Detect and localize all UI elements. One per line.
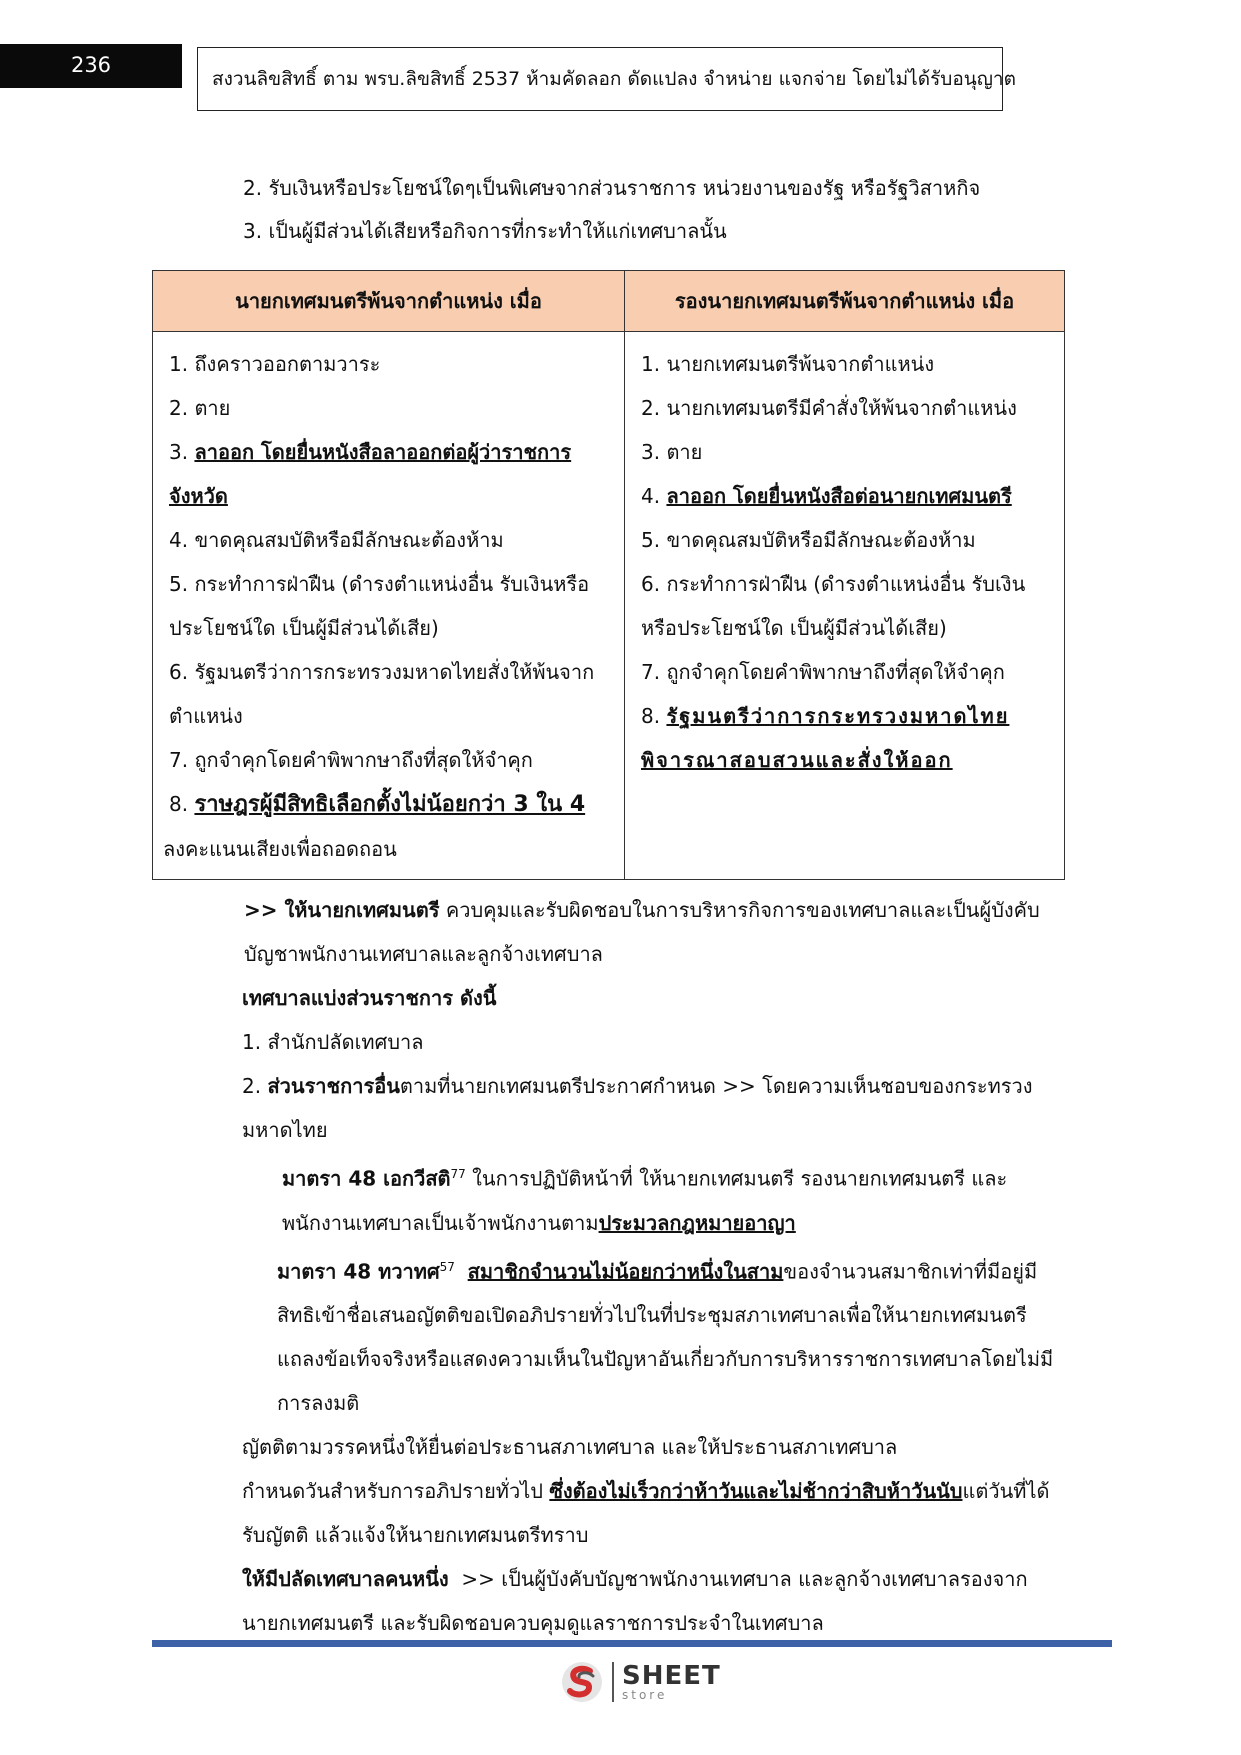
list-item-continuation: ลงคะแนนเสียงเพื่อถอดถอน — [163, 837, 397, 861]
paragraph-section-48-12 — [152, 1245, 1064, 1426]
list-item — [163, 782, 616, 827]
list-item — [635, 474, 1056, 518]
paragraph-text: ของจำนวนสมาชิกเท่าที่มีอยู่มีสิทธิเข้าชื่อเสนอญัตติขอเปิดอภิปรายทั่วไปในที่ประชุมสภาเทศบาลเพื่อให้นายกเทศมนตรีแถลงข้อเท็จจริงหรือแสดงความเห็นในปัญหาอันเกี่ยวกับการบริหารราชการเทศบาลโดยไม่มีการลงมติ — [277, 1259, 1054, 1416]
emphasis-text: ซึ่งต้องไม่เร็วกว่าห้าวันและไม่ช้ากว่าสิบห้าวันนับ — [549, 1479, 963, 1504]
paragraph-clerk — [152, 1557, 1064, 1645]
item-number: 8. — [169, 792, 189, 816]
logo-main-text: SHEET — [622, 1661, 721, 1691]
paragraph-text: แต่วันที่ได้รับญัตติ แล้วแจ้งให้นายกเทศมนตรีทราบ — [242, 1479, 1050, 1548]
item-number: 4. — [641, 484, 661, 508]
removal-comparison-table — [152, 270, 1065, 880]
paragraph-item — [152, 1064, 1064, 1152]
footnote-ref: 57 — [439, 1259, 455, 1274]
item-number: 8. — [641, 704, 661, 728]
logo-wordmark — [622, 1663, 721, 1701]
paragraph-motion: ญัตติตามวรรคหนึ่งให้ยื่นต่อประธานสภาเทศบาล และให้ประธานสภาเทศบาล — [242, 1435, 898, 1460]
intro-list — [243, 172, 980, 258]
item-number: 2. — [242, 1074, 262, 1098]
emphasis-text: ให้มีปลัดเทศบาลคนหนึ่ง — [242, 1567, 449, 1592]
list-item: 1. นายกเทศมนตรีพ้นจากตำแหน่ง — [641, 352, 935, 376]
col2-header: รองนายกเทศมนตรีพ้นจากตำแหน่ง เมื่อ — [625, 271, 1065, 332]
list-item: 3. ตาย — [641, 440, 703, 464]
paragraph-text: ในการปฏิบัติหน้าที่ ให้นายกเทศมนตรี รองนายกเทศมนตรี และพนักงานเทศบาลเป็นเจ้าพนักงานตาม — [282, 1166, 1008, 1235]
list-item: 7. ถูกจำคุกโดยคำพิพากษาถึงที่สุดให้จำคุก — [169, 748, 533, 772]
emphasis-text: รัฐมนตรีว่าการกระทรวงมหาดไทยพิจารณาสอบสวนและสั่งให้ออก — [641, 704, 1010, 772]
paragraph-item: 1. สำนักปลัดเทศบาล — [242, 1030, 424, 1054]
list-item: 6. กระทำการฝ่าฝืน (ดำรงตำแหน่งอื่น รับเงินหรือประโยชน์ใด เป็นผู้มีส่วนได้เสีย) — [641, 572, 1026, 640]
col1-header: นายกเทศมนตรีพ้นจากตำแหน่ง เมื่อ — [153, 271, 625, 332]
emphasis-text: ลาออก โดยยื่นหนังสือต่อนายกเทศมนตรี — [666, 484, 1012, 508]
paragraph-text: >> เป็นผู้บังคับบัญชาพนักงานเทศบาล และลูกจ้างเทศบาลรองจากนายกเทศมนตรี และรับผิดชอบควบคุมดูแลราชการประจำในเทศบาล — [242, 1567, 1028, 1636]
emphasis-text: ลาออก โดยยื่นหนังสือลาออกต่อผู้ว่าราชการจังหวัด — [169, 440, 572, 508]
logo-sub-text: store — [622, 1688, 668, 1702]
list-item: 5. ขาดคุณสมบัติหรือมีลักษณะต้องห้าม — [641, 528, 976, 552]
section-label: มาตรา 48 ทวาทศ — [277, 1259, 440, 1284]
emphasis-text: ราษฎรผู้มีสิทธิเลือกตั้งไม่น้อยกว่า 3 ใน 4 — [194, 792, 586, 817]
list-item — [163, 430, 616, 518]
paragraph-text: ควบคุมและรับผิดชอบในการบริหารกิจการของเทศบาลและเป็นผู้บังคับบัญชาพนักงานเทศบาลและลูกจ้างเทศบาล — [244, 898, 1040, 966]
body-text — [152, 888, 1064, 1645]
paragraph-mayor-duty — [152, 888, 1064, 976]
list-item: 7. ถูกจำคุกโดยคำพิพากษาถึงที่สุดให้จำคุก — [641, 660, 1005, 684]
list-item — [635, 694, 1056, 782]
section-heading: เทศบาลแบ่งส่วนราชการ ดังนี้ — [242, 986, 497, 1010]
page-number: 236 — [0, 44, 182, 88]
mayor-removal-list — [153, 332, 625, 880]
list-item: 1. ถึงคราวออกตามวาระ — [169, 352, 381, 376]
paragraph-text: ตามที่นายกเทศมนตรีประกาศกำหนด >> โดยความเห็นชอบของกระทรวงมหาดไทย — [242, 1074, 1033, 1142]
sheet-s-logo-icon — [560, 1660, 604, 1704]
logo-separator — [612, 1662, 614, 1702]
emphasis-text: ประมวลกฎหมายอาญา — [598, 1210, 796, 1235]
emphasis-text: สมาชิกจำนวนไม่น้อยกว่าหนึ่งในสาม — [467, 1259, 784, 1284]
list-item: 2. ตาย — [169, 396, 231, 420]
intro-item: 3. เป็นผู้มีส่วนได้เสียหรือกิจการที่กระทำให้แก่เทศบาลนั้น — [243, 219, 727, 243]
emphasis-text: ส่วนราชการอื่น — [267, 1074, 400, 1098]
intro-item: 2. รับเงินหรือประโยชน์ใดๆเป็นพิเศษจากส่วนราชการ หน่วยงานของรัฐ หรือรัฐวิสาหกิจ — [243, 176, 981, 200]
deputy-removal-list — [625, 332, 1065, 880]
item-number: 3. — [169, 440, 189, 464]
sheet-store-logo — [560, 1660, 721, 1704]
list-item: 5. กระทำการฝ่าฝืน (ดำรงตำแหน่งอื่น รับเงินหรือประโยชน์ใด เป็นผู้มีส่วนได้เสีย) — [169, 572, 590, 640]
copyright-notice: สงวนลิขสิทธิ์ ตาม พรบ.ลิขสิทธิ์ 2537 ห้ามคัดลอก ดัดแปลง จำหน่าย แจกจ่าย โดยไม่ได้รับอนุญาต — [197, 47, 1003, 111]
list-item: 4. ขาดคุณสมบัติหรือมีลักษณะต้องห้าม — [169, 528, 504, 552]
footer-rule — [152, 1640, 1112, 1647]
paragraph-debate-date — [152, 1469, 1064, 1557]
footnote-ref: 77 — [450, 1167, 466, 1181]
list-item: 2. นายกเทศมนตรีมีคำสั่งให้พ้นจากตำแหน่ง — [641, 396, 1017, 420]
paragraph-section-48-21 — [152, 1152, 1064, 1245]
list-item: 6. รัฐมนตรีว่าการกระทรวงมหาดไทยสั่งให้พ้นจากตำแหน่ง — [169, 660, 595, 728]
section-label: มาตรา 48 เอกวีสติ — [282, 1166, 451, 1191]
emphasis-text: >> ให้นายกเทศมนตรี — [244, 898, 440, 922]
paragraph-text: กำหนดวันสำหรับการอภิปรายทั่วไป — [242, 1479, 543, 1504]
